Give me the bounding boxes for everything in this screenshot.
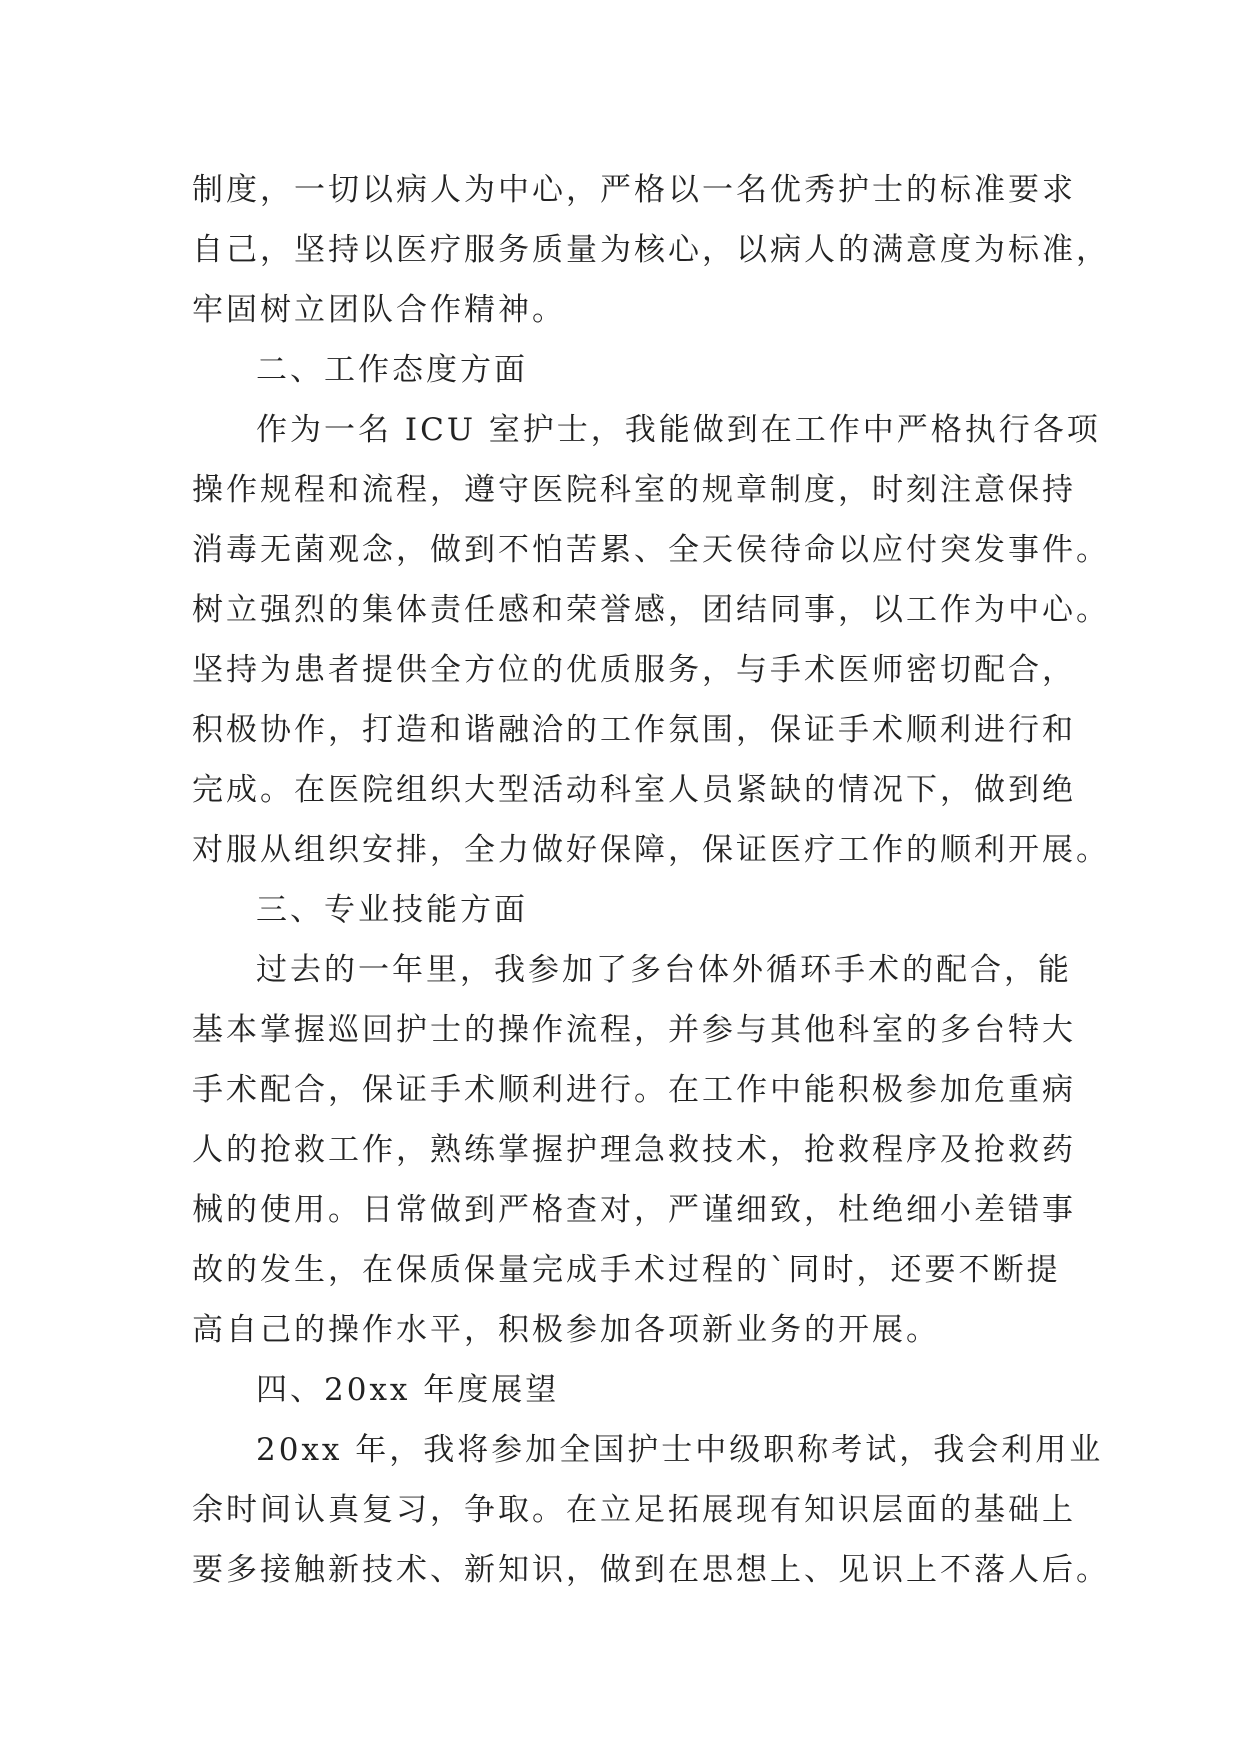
text-line: 制度，一切以病人为中心，严格以一名优秀护士的标准要求: [192, 172, 1076, 208]
text-line: 树立强烈的集体责任感和荣誉感，团结同事，以工作为中心。: [192, 592, 1110, 628]
text-line: 基本掌握巡回护士的操作流程，并参与其他科室的多台特大: [192, 1012, 1076, 1048]
paragraph-first-line: 过去的一年里，我参加了多台体外循环手术的配合，能: [256, 952, 1072, 988]
paragraph-first-line: 20xx 年，我将参加全国护士中级职称考试，我会利用业: [256, 1432, 1104, 1468]
text-line: 完成。在医院组织大型活动科室人员紧缺的情况下，做到绝: [192, 772, 1076, 808]
text-line: 对服从组织安排，全力做好保障，保证医疗工作的顺利开展。: [192, 832, 1110, 868]
text-line: 手术配合，保证手术顺利进行。在工作中能积极参加危重病: [192, 1072, 1076, 1108]
document-body: [192, 160, 1110, 1600]
text-line: 坚持为患者提供全方位的优质服务，与手术医师密切配合，: [192, 652, 1076, 688]
paragraph-first-line: 作为一名 ICU 室护士，我能做到在工作中严格执行各项: [256, 412, 1101, 448]
text-line: 要多接触新技术、新知识，做到在思想上、见识上不落人后。: [192, 1552, 1110, 1588]
text-line: 械的使用。日常做到严格查对，严谨细致，杜绝细小差错事: [192, 1192, 1076, 1228]
text-line: 操作规程和流程，遵守医院科室的规章制度，时刻注意保持: [192, 472, 1076, 508]
text-line: 消毒无菌观念，做到不怕苦累、全天侯待命以应付突发事件。: [192, 532, 1110, 568]
text-line: 故的发生，在保质保量完成手术过程的`同时，还要不断提: [192, 1252, 1061, 1288]
section-heading: 三、专业技能方面: [256, 892, 528, 928]
text-line: 牢固树立团队合作精神。: [192, 292, 566, 328]
section-heading: 二、工作态度方面: [256, 352, 528, 388]
text-line: 自己，坚持以医疗服务质量为核心，以病人的满意度为标准，: [192, 232, 1110, 268]
section-heading: 四、20xx 年度展望: [256, 1372, 560, 1408]
text-line: 人的抢救工作，熟练掌握护理急救技术，抢救程序及抢救药: [192, 1132, 1076, 1168]
text-line: 积极协作，打造和谐融洽的工作氛围，保证手术顺利进行和: [192, 712, 1076, 748]
text-line: 高自己的操作水平，积极参加各项新业务的开展。: [192, 1312, 940, 1348]
text-line: 余时间认真复习，争取。在立足拓展现有知识层面的基础上: [192, 1492, 1076, 1528]
